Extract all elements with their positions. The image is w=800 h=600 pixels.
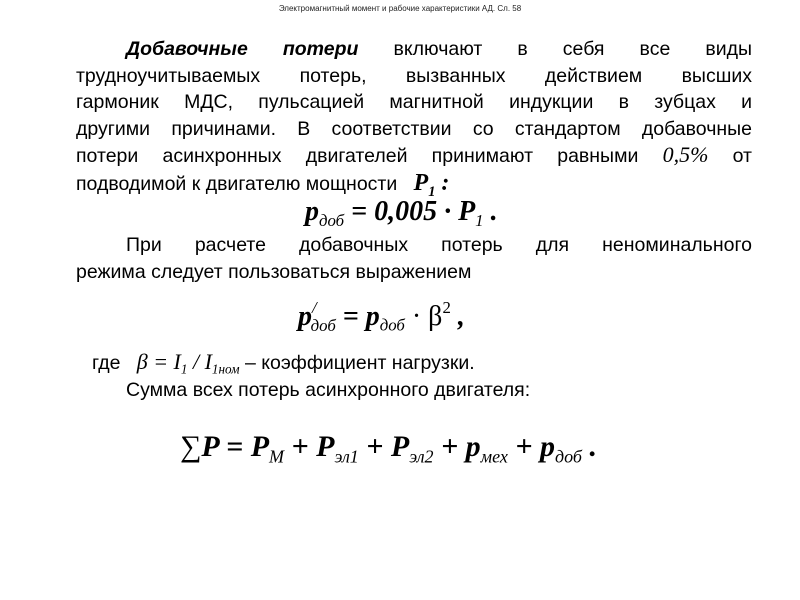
para1-line4: другими причинами. В соответствии со стандартом добавочные — [76, 117, 752, 140]
paragraph-additional-losses — [76, 36, 752, 205]
beta-formula: $\beta = I_1 / I_{1ном}$ — [136, 349, 240, 377]
para1-line3: гармоник МДС, пульсацией магнитной индукции в зубцах и — [76, 91, 752, 113]
formula-total-losses: $\sum P = P_М + P_{эл1} + P_{эл2} + p_{мех} + p_{доб}$ . — [180, 430, 597, 467]
para1-line2: трудноучитываемых потерь, вызванных действием высших — [76, 64, 752, 87]
term-additional-losses: Добавочные потери — [126, 38, 359, 60]
total-losses-intro: Сумма всех потерь асинхронного двигателя: — [126, 379, 531, 401]
input-power-symbol: $P_1$ : — [413, 169, 450, 200]
para1-line6: подводимой к двигателю мощности $P_1$ : — [76, 169, 450, 200]
slide-header: Электромагнитный момент и рабочие характеристики АД. Сл. 58 — [278, 4, 522, 13]
para1-line5: потери асинхронных двигателей принимают равными 0,5% от — [76, 142, 752, 167]
paragraph-non-nominal — [76, 232, 752, 285]
para2-line2: режима следует пользоваться выражением — [76, 260, 472, 283]
formula-non-nominal-losses: $p^/_{доб} = p_{доб} \cdot \beta^2$ , — [298, 298, 465, 335]
formula-additional-losses: $p_{доб} = 0,005 \cdot P_1$ . — [305, 196, 498, 230]
para2-line1: При расчете добавочных потерь для неноминального — [126, 234, 752, 256]
percent-value: 0,5% — [662, 142, 709, 167]
load-factor-definition: где $\beta = I_1 / I_{1ном}$ – коэффициент нагрузки. — [92, 349, 475, 377]
para1-line1: Добавочные потери включают в себя все виды — [126, 38, 753, 60]
